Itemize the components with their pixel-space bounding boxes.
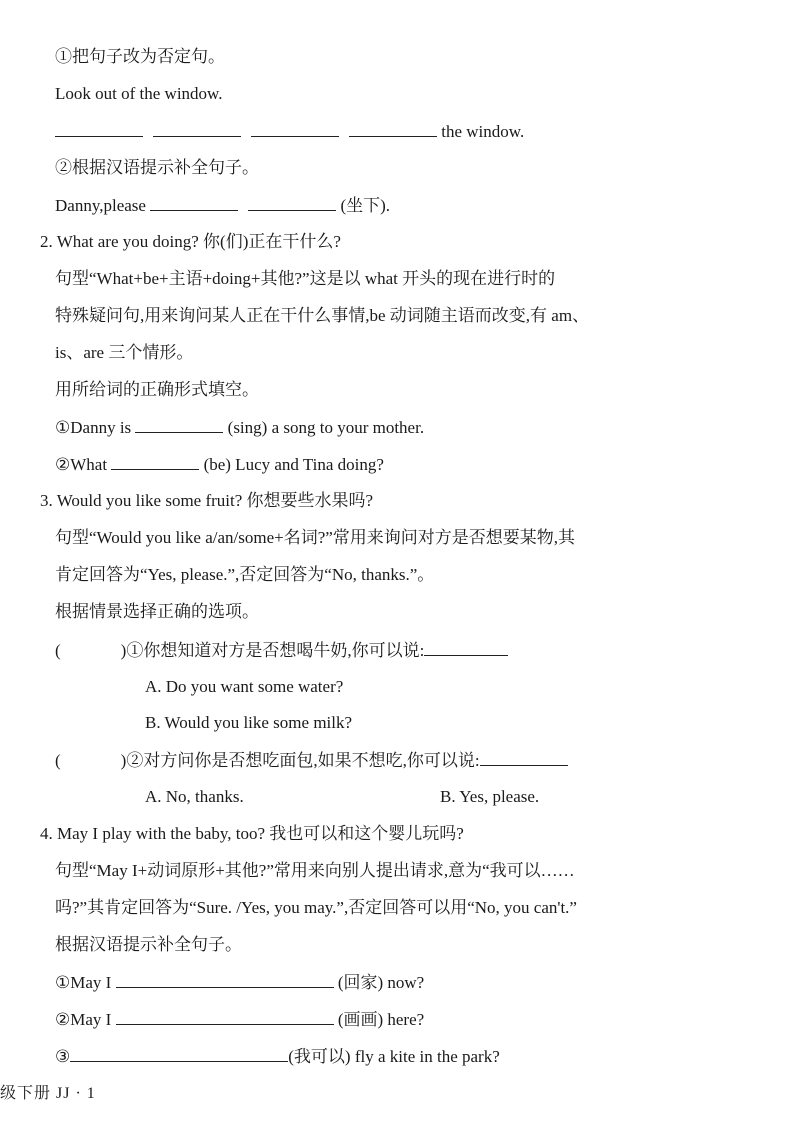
- complete-row: [55, 194, 390, 217]
- answer-blank[interactable]: [248, 194, 336, 211]
- answer-blank[interactable]: [116, 971, 334, 988]
- task-negative-instruction: ①把句子改为否定句。: [55, 47, 225, 66]
- question-prefix: ③: [55, 1047, 71, 1066]
- answer-blank[interactable]: [111, 453, 199, 470]
- answer-blank[interactable]: [70, 1045, 288, 1062]
- answer-blank[interactable]: [480, 749, 568, 766]
- answer-blank[interactable]: [251, 120, 339, 137]
- section-4-explanation: 句型“May I+动词原形+其他?”常用来向别人提出请求,意为“我可以……: [55, 861, 575, 880]
- negative-answer-row: [55, 120, 524, 143]
- section-2-question-2: [55, 453, 384, 476]
- section-4-heading: 4. May I play with the baby, too? 我也可以和这个婴儿玩吗?: [40, 824, 464, 843]
- answer-blank[interactable]: [150, 194, 238, 211]
- section-2-explanation: 句型“What+be+主语+doing+其他?”这是以 what 开头的现在进行时的: [55, 269, 556, 288]
- section-2-heading: 2. What are you doing? 你(们)正在干什么?: [40, 232, 341, 251]
- question-text: )①你想知道对方是否想喝牛奶,你可以说:: [120, 641, 425, 660]
- section-3-instruction: 根据情景选择正确的选项。: [55, 602, 259, 621]
- example-sentence: Look out of the window.: [55, 84, 223, 103]
- section-4-question-1: [55, 971, 424, 994]
- section-2-explanation: is、are 三个情形。: [55, 343, 194, 362]
- section-4-question-3: [55, 1045, 500, 1068]
- question-suffix: (回家) now?: [337, 973, 425, 992]
- question-prefix: ①Danny is: [55, 418, 132, 437]
- section-3-question-2: [55, 749, 568, 772]
- answer-blank[interactable]: [153, 120, 241, 137]
- answer-paren-open: (: [55, 751, 61, 770]
- section-4-instruction: 根据汉语提示补全句子。: [55, 935, 242, 954]
- fill-prefix: Danny,please: [55, 196, 146, 215]
- section-3-explanation: 句型“Would you like a/an/some+名词?”常用来询问对方是否想要某物,其: [55, 528, 576, 547]
- answer-blank[interactable]: [424, 639, 508, 656]
- section-3-question-1: [55, 639, 508, 662]
- section-4-question-2: [55, 1008, 424, 1031]
- fill-hint: (坐下).: [340, 196, 391, 215]
- section-3-heading: 3. Would you like some fruit? 你想要些水果吗?: [40, 491, 374, 510]
- section-2-explanation: 特殊疑问句,用来询问某人正在干什么事情,be 动词随主语而改变,有 am、: [55, 306, 590, 325]
- question-suffix: (画画) here?: [337, 1010, 425, 1029]
- question-prefix: ①May I: [55, 973, 112, 992]
- section-2-question-1: [55, 416, 424, 439]
- section-4-explanation: 吗?”其肯定回答为“Sure. /Yes, you may.”,否定回答可以用“No, you can't.”: [55, 898, 577, 917]
- answer-paren-open: (: [55, 641, 61, 660]
- answer-tail: the window.: [441, 122, 525, 141]
- section-2-instruction: 用所给词的正确形式填空。: [55, 380, 259, 399]
- option-a: A. No, thanks.: [145, 787, 244, 806]
- task-complete-instruction: ②根据汉语提示补全句子。: [55, 158, 259, 177]
- answer-blank[interactable]: [116, 1008, 334, 1025]
- answer-blank[interactable]: [135, 416, 223, 433]
- answer-blank[interactable]: [55, 120, 143, 137]
- question-text: )②对方问你是否想吃面包,如果不想吃,你可以说:: [120, 751, 480, 770]
- question-suffix: (我可以) fly a kite in the park?: [288, 1047, 500, 1066]
- question-prefix: ②What: [55, 455, 108, 474]
- question-suffix: (sing) a song to your mother.: [227, 418, 425, 437]
- option-a: A. Do you want some water?: [145, 677, 344, 696]
- section-3-explanation: 肯定回答为“Yes, please.”,否定回答为“No, thanks.”。: [55, 565, 435, 584]
- question-suffix: (be) Lucy and Tina doing?: [203, 455, 384, 474]
- option-b: B. Would you like some milk?: [145, 713, 353, 732]
- option-b: B. Yes, please.: [440, 787, 540, 806]
- question-prefix: ②May I: [55, 1010, 112, 1029]
- page-footer: 级下册 JJ · 1: [0, 1085, 96, 1102]
- answer-blank[interactable]: [349, 120, 437, 137]
